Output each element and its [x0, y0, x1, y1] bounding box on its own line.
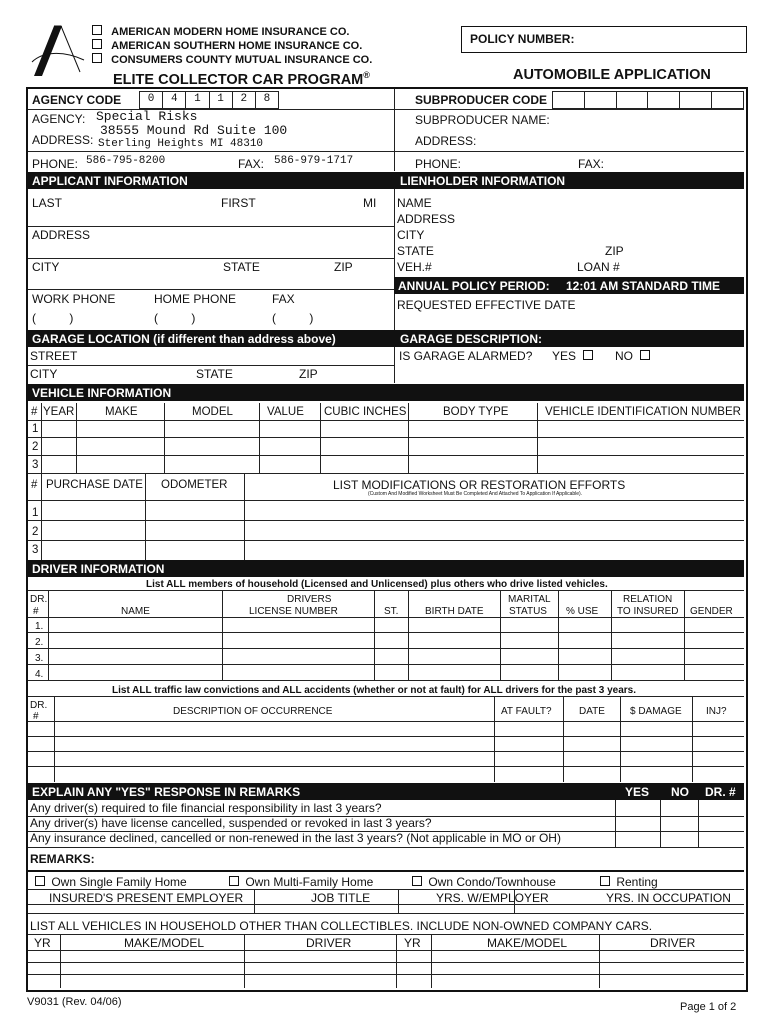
garage-description-title: GARAGE DESCRIPTION:	[400, 332, 543, 346]
subproducer-code-field[interactable]	[552, 91, 744, 109]
vehicle2-col-purchase: PURCHASE DATE	[46, 479, 143, 491]
vehicle2-col-odometer: ODOMETER	[161, 479, 228, 491]
garage-alarmed-yes[interactable]: YES	[552, 350, 596, 363]
applicant-city-label: CITY	[32, 260, 60, 274]
violation-col-fault: AT FAULT?	[501, 706, 552, 717]
policy-number-label: POLICY NUMBER:	[470, 32, 575, 46]
garage-street-label: STREET	[30, 349, 78, 363]
lienholder-veh-label: VEH.#	[397, 260, 432, 274]
agency-code-label: AGENCY CODE	[32, 93, 122, 107]
applicant-address-label: ADDRESS	[32, 228, 91, 242]
agency-code-digit: 4	[163, 92, 186, 108]
driver-col-license: LICENSE NUMBER	[249, 606, 338, 617]
form-revision: V9031 (Rev. 04/06)	[27, 996, 122, 1008]
other-col-driver-2: DRIVER	[650, 936, 696, 950]
garage-location-title: GARAGE LOCATION (if different than address above)	[32, 332, 336, 346]
violation-col-num: #	[33, 711, 39, 722]
program-title: ELITE COLLECTOR CAR PROGRAM®	[113, 70, 370, 88]
checkbox-icon[interactable]	[640, 350, 650, 360]
garage-state-label: STATE	[196, 367, 233, 381]
driver-col-gender: GENDER	[690, 606, 733, 617]
vehicle-col-num: #	[31, 406, 38, 418]
first-name-label: FIRST	[221, 196, 256, 210]
agency-fax-value[interactable]: 586-979-1717	[274, 155, 354, 167]
vehicle-title: VEHICLE INFORMATION	[32, 386, 172, 400]
subproducer-name-label: SUBPRODUCER NAME:	[415, 113, 550, 127]
policy-period-bar	[394, 277, 744, 294]
explain-title: EXPLAIN ANY "YES" RESPONSE IN REMARKS	[32, 785, 301, 799]
remarks-title: REMARKS:	[30, 852, 95, 866]
checkbox-icon[interactable]	[583, 350, 593, 360]
agency-address-line1[interactable]: 38555 Mound Rd Suite 100	[100, 123, 288, 138]
vehicle2-row-2: 2	[32, 526, 39, 538]
subproducer-address-label: ADDRESS:	[415, 134, 477, 148]
checkbox-icon[interactable]	[35, 876, 45, 886]
work-phone-input[interactable]: ( )	[32, 311, 74, 325]
work-phone-label: WORK PHONE	[32, 292, 116, 306]
driver-row-3: 3.	[35, 653, 44, 664]
vehicle-col-year: YEAR	[43, 406, 75, 418]
applicant-state-label: STATE	[223, 260, 260, 274]
garage-alarmed-label: IS GARAGE ALARMED?	[399, 349, 533, 363]
subproducer-fax-label: FAX:	[578, 157, 605, 171]
violation-col-damage: $ DAMAGE	[630, 706, 682, 717]
years-occupation-label: YRS. IN OCCUPATION	[606, 891, 731, 905]
years-employer-label: YRS. W/EMPLOYER	[436, 891, 549, 905]
policy-period-label: ANNUAL POLICY PERIOD:	[398, 279, 550, 293]
agency-label: AGENCY:	[32, 112, 86, 126]
form-title: AUTOMOBILE APPLICATION	[513, 67, 711, 83]
vehicle-col-model: MODEL	[192, 406, 233, 418]
lienholder-city-label: CITY	[397, 228, 425, 242]
driver-col-dr: DR.	[30, 594, 48, 605]
vehicle-header	[28, 384, 744, 401]
garage-header	[28, 330, 744, 347]
driver-col-marital: MARITAL	[508, 594, 551, 605]
agency-phone-label: PHONE:	[32, 157, 79, 171]
vehicle-row-2: 2	[32, 441, 39, 453]
lienholder-title: LIENHOLDER INFORMATION	[400, 174, 566, 188]
driver-col-state: ST.	[384, 606, 399, 617]
checkbox-icon[interactable]	[600, 876, 610, 886]
other-col-year-1: YR	[34, 936, 51, 950]
violations-instruction: List ALL traffic law convictions and ALL accidents (whether or not at fault) for ALL drivers for the past 3 years.	[112, 685, 636, 696]
option-single-family[interactable]: Own Single Family Home	[35, 876, 187, 889]
lienholder-loan-label: LOAN #	[577, 260, 620, 274]
lienholder-state-label: STATE	[397, 244, 434, 258]
applicant-zip-label: ZIP	[334, 260, 353, 274]
other-vehicles-title: LIST ALL VEHICLES IN HOUSEHOLD OTHER THAN COLLECTIBLES. INCLUDE NON-OWNED COMPANY CARS.	[30, 919, 653, 933]
subproducer-code-label: SUBPRODUCER CODE	[415, 93, 548, 107]
driver-col-name: NAME	[121, 606, 150, 617]
violation-col-description: DESCRIPTION OF OCCURRENCE	[173, 706, 333, 717]
home-phone-input[interactable]: ( )	[154, 311, 196, 325]
agency-code-digit: 2	[233, 92, 256, 108]
agency-code-digit: 1	[186, 92, 209, 108]
violation-col-date: DATE	[579, 706, 605, 717]
driver-header	[28, 560, 744, 577]
driver-col-relation: RELATION	[623, 594, 673, 605]
option-multi-family[interactable]: Own Multi-Family Home	[229, 876, 373, 889]
driver-col-drivers: DRIVERS	[287, 594, 332, 605]
vehicle2-col-modifications: LIST MODIFICATIONS OR RESTORATION EFFORTS	[333, 478, 626, 492]
policy-period-value: 12:01 AM STANDARD TIME	[566, 279, 721, 293]
driver-col-num: #	[33, 606, 39, 617]
checkbox-icon[interactable]	[92, 53, 102, 63]
lienholder-zip-label: ZIP	[605, 244, 624, 258]
modifications-note: (Custom And Modified Worksheet Must Be Completed And Attached To Application If Applicable).	[368, 491, 583, 497]
option-condo[interactable]: Own Condo/Townhouse	[412, 876, 556, 889]
question-financial-responsibility: Any driver(s) required to file financial responsibility in last 3 years?	[30, 801, 382, 815]
driver-title: DRIVER INFORMATION	[32, 562, 165, 576]
company-line-3: CONSUMERS COUNTY MUTUAL INSURANCE CO.	[92, 53, 372, 67]
driver-row-1: 1.	[35, 621, 44, 632]
vehicle2-col-num: #	[31, 479, 38, 491]
job-title-label: JOB TITLE	[311, 891, 371, 905]
home-phone-label: HOME PHONE	[154, 292, 237, 306]
lienholder-name-label: NAME	[397, 196, 432, 210]
question-insurance-declined: Any insurance declined, cancelled or non-renewed in the last 3 years? (Not applicable in MO or OH)	[30, 831, 561, 845]
vehicle-row-1: 1	[32, 423, 39, 435]
explain-header	[28, 783, 744, 800]
other-col-make-2: MAKE/MODEL	[487, 936, 568, 950]
other-col-year-2: YR	[404, 936, 421, 950]
agency-address-label: ADDRESS:	[32, 133, 94, 147]
effective-date-label: REQUESTED EFFECTIVE DATE	[397, 298, 576, 312]
checkbox-icon[interactable]	[412, 876, 422, 886]
agency-address-line2[interactable]: Sterling Heights MI 48310	[98, 138, 264, 150]
agency-code-digit: 0	[140, 92, 163, 108]
explain-col-dr: DR. #	[705, 785, 736, 799]
vehicle-row-3: 3	[32, 459, 39, 471]
agency-phone-value[interactable]: 586-795-8200	[86, 155, 166, 167]
driver-col-use: % USE	[566, 606, 599, 617]
checkbox-icon[interactable]	[92, 39, 102, 49]
company-logo	[28, 22, 90, 80]
vehicle-col-vin: VEHICLE IDENTIFICATION NUMBER	[545, 406, 741, 418]
policy-number-field[interactable]	[461, 26, 747, 53]
applicant-fax-label: FAX	[272, 292, 295, 306]
driver-col-birth: BIRTH DATE	[425, 606, 484, 617]
applicant-lienholder-header	[28, 172, 744, 189]
other-col-driver-1: DRIVER	[306, 936, 352, 950]
garage-alarmed-no[interactable]: NO	[615, 350, 653, 363]
option-renting[interactable]: Renting	[600, 876, 658, 889]
driver-col-status: STATUS	[509, 606, 547, 617]
company-line-1: AMERICAN MODERN HOME INSURANCE CO.	[92, 25, 349, 39]
company-line-2: AMERICAN SOUTHERN HOME INSURANCE CO.	[92, 39, 362, 53]
agency-name-value[interactable]: Special Risks	[96, 109, 198, 124]
subproducer-phone-label: PHONE:	[415, 157, 462, 171]
violation-col-injury: INJ?	[706, 706, 727, 717]
employer-label: INSURED'S PRESENT EMPLOYER	[49, 891, 244, 905]
explain-col-yes: YES	[625, 785, 650, 799]
agency-code-digit: 1	[210, 92, 233, 108]
agency-fax-label: FAX:	[238, 157, 265, 171]
applicant-fax-input[interactable]: ( )	[272, 311, 314, 325]
other-col-make-1: MAKE/MODEL	[124, 936, 205, 950]
vehicle-col-make: MAKE	[105, 406, 138, 418]
middle-initial-label: MI	[363, 196, 377, 210]
lienholder-address-label: ADDRESS	[397, 212, 456, 226]
vehicle2-row-3: 3	[32, 544, 39, 556]
last-name-label: LAST	[32, 196, 63, 210]
vehicle-col-value: VALUE	[267, 406, 304, 418]
vehicle-col-body: BODY TYPE	[443, 406, 509, 418]
garage-city-label: CITY	[30, 367, 58, 381]
driver-col-to-insured: TO INSURED	[617, 606, 679, 617]
garage-zip-label: ZIP	[299, 367, 318, 381]
page-number: Page 1 of 2	[680, 1001, 737, 1013]
violation-col-dr: DR.	[30, 700, 48, 711]
driver-instruction: List ALL members of household (Licensed and Unlicensed) plus others who drive listed vehicles.	[146, 579, 608, 590]
question-license-revoked: Any driver(s) have license cancelled, suspended or revoked in last 3 years?	[30, 816, 432, 830]
checkbox-icon[interactable]	[229, 876, 239, 886]
driver-row-2: 2.	[35, 637, 44, 648]
agency-code-digit: 8	[263, 93, 271, 105]
applicant-title: APPLICANT INFORMATION	[32, 174, 188, 188]
checkbox-icon[interactable]	[92, 25, 102, 35]
vehicle2-row-1: 1	[32, 507, 39, 519]
agency-code-field[interactable]	[139, 91, 279, 109]
explain-col-no: NO	[671, 785, 689, 799]
vehicle-col-cubic: CUBIC INCHES	[324, 406, 407, 418]
driver-row-4: 4.	[35, 669, 44, 680]
